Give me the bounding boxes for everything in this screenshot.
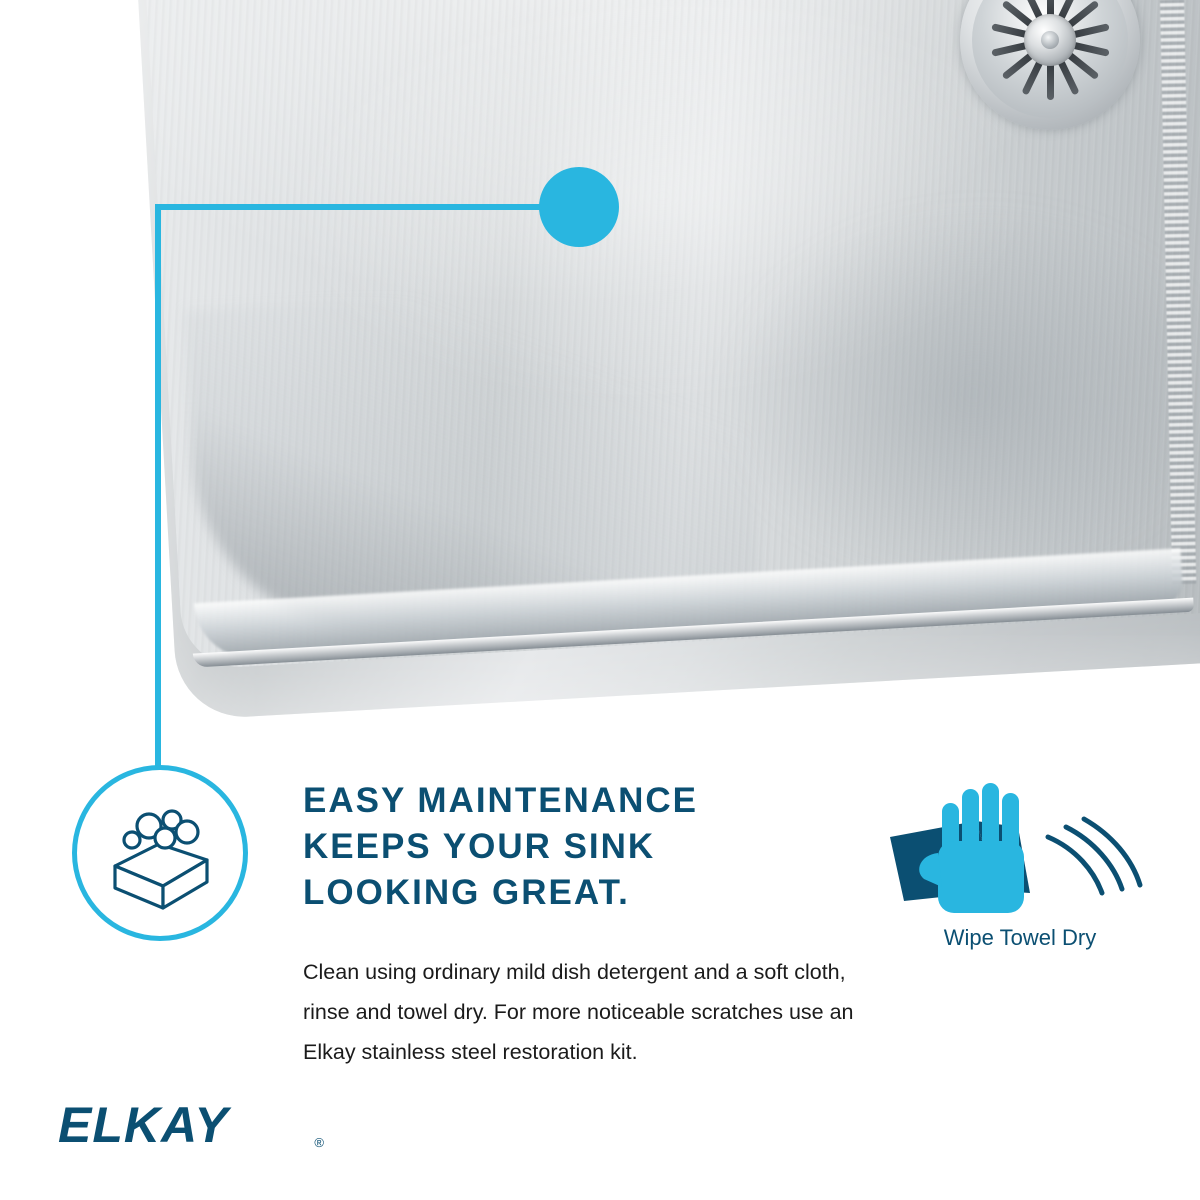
sponge-cleaning-icon-badge	[72, 765, 248, 941]
brand-name: ELKAY	[58, 1097, 229, 1153]
headline-line-2: KEEPS YOUR SINK	[303, 827, 656, 866]
drain-hub	[1024, 14, 1076, 66]
callout-dot-sink-surface	[539, 167, 619, 247]
drain-hub-center	[1041, 31, 1059, 49]
brand-logo	[58, 1097, 324, 1153]
registered-mark: ®	[314, 1135, 324, 1150]
wipe-caption: Wipe Towel Dry	[943, 925, 1097, 950]
surface-shadow	[717, 194, 1200, 593]
motion-lines	[1048, 819, 1140, 893]
body-copy: Clean using ordinary mild dish detergent and a soft cloth, rinse and towel dry. For more noticeable scratches use an Elkay stainless steel restoration kit.	[303, 960, 854, 1064]
headline-line-3: LOOKING GREAT.	[303, 873, 630, 912]
sponge-cleaning-icon	[77, 770, 243, 936]
text-block	[303, 778, 903, 1072]
page-title	[303, 778, 903, 916]
sink-drain-strainer	[960, 0, 1140, 130]
headline-line-1: EASY MAINTENANCE	[303, 781, 699, 820]
